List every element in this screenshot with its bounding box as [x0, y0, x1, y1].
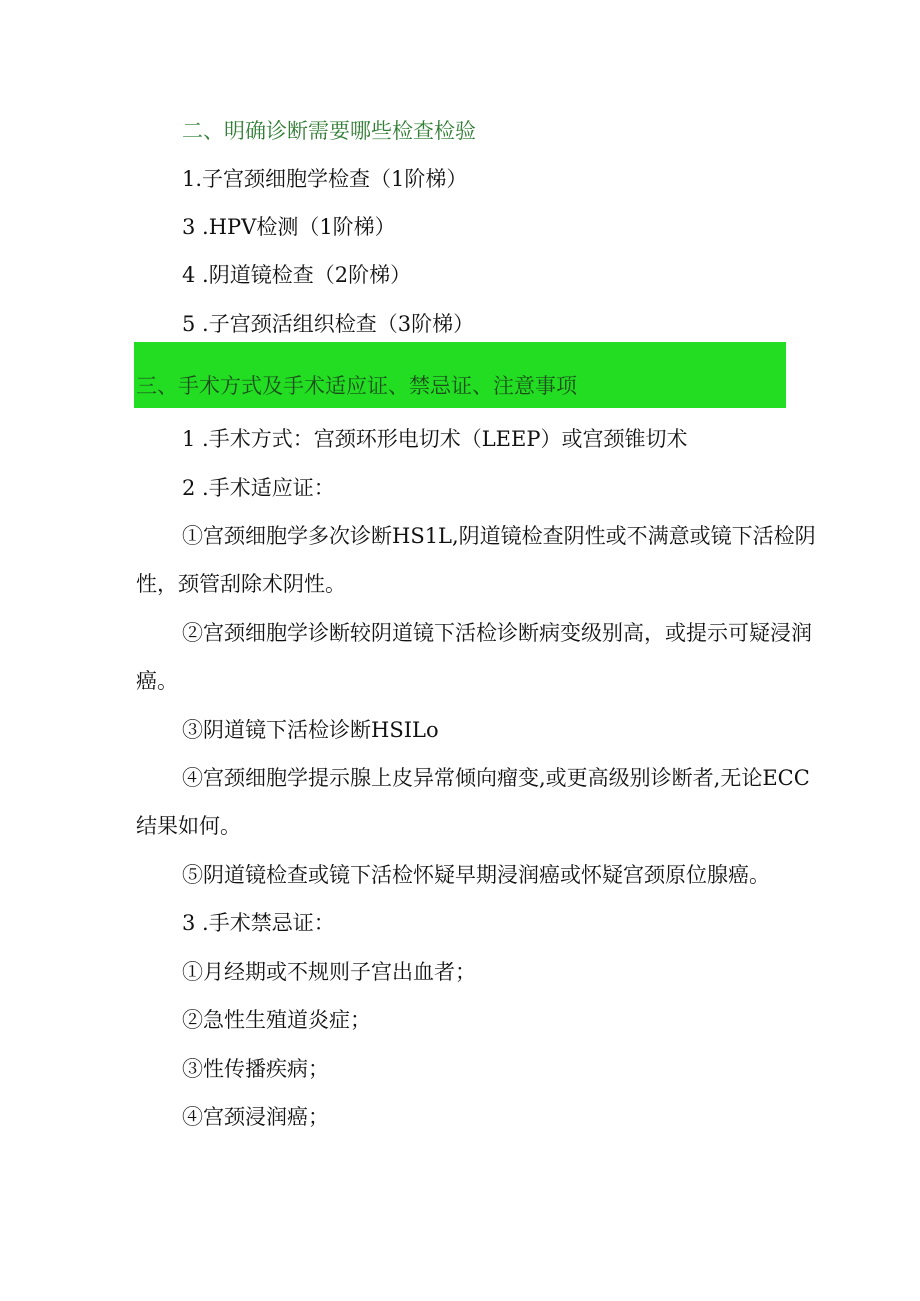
indication-3: ③阴道镜下活检诊断HSILo [182, 718, 439, 742]
surgery-method: 1 .手术方式：宫颈环形电切术（LEEP）或宫颈锥切术 [182, 427, 688, 451]
section2-heading: 二、明确诊断需要哪些检查检验 [182, 119, 476, 143]
exam-item-4: 5 .子宫颈活组织检查（3阶梯） [182, 312, 475, 336]
indication-4-line1: ④宫颈细胞学提示腺上皮异常倾向瘤变,或更高级别诊断者,无论ECC [182, 766, 810, 790]
contraindication-1: ①月经期或不规则子宫出血者； [182, 960, 476, 984]
indications-title: 2 .手术适应证： [182, 476, 335, 500]
exam-item-1: 1.子宫颈细胞学检查（1阶梯） [182, 167, 468, 191]
contraindications-title: 3 .手术禁忌证： [182, 911, 335, 935]
contraindication-3: ③性传播疾病； [182, 1057, 329, 1081]
indication-2-line2: 癌。 [136, 669, 178, 693]
section3-heading: 三、手术方式及手术适应证、禁忌证、注意事项 [136, 374, 577, 398]
indication-1-line1: ①宫颈细胞学多次诊断HS1L,阴道镜检查阴性或不满意或镜下活检阴 [182, 524, 816, 548]
contraindication-4: ④宫颈浸润癌； [182, 1105, 329, 1129]
indication-4-line2: 结果如何。 [136, 814, 241, 838]
exam-item-2: 3 .HPV检测（1阶梯） [182, 215, 396, 239]
indication-1-line2: 性，颈管刮除术阴性。 [136, 572, 346, 596]
indication-2-line1: ②宫颈细胞学诊断较阴道镜下活检诊断病变级别高，或提示可疑浸润 [182, 621, 812, 645]
contraindication-2: ②急性生殖道炎症； [182, 1008, 371, 1032]
indication-5: ⑤阴道镜检查或镜下活检怀疑早期浸润癌或怀疑宫颈原位腺癌。 [182, 863, 770, 887]
exam-item-3: 4 .阴道镜检查（2阶梯） [182, 263, 412, 287]
